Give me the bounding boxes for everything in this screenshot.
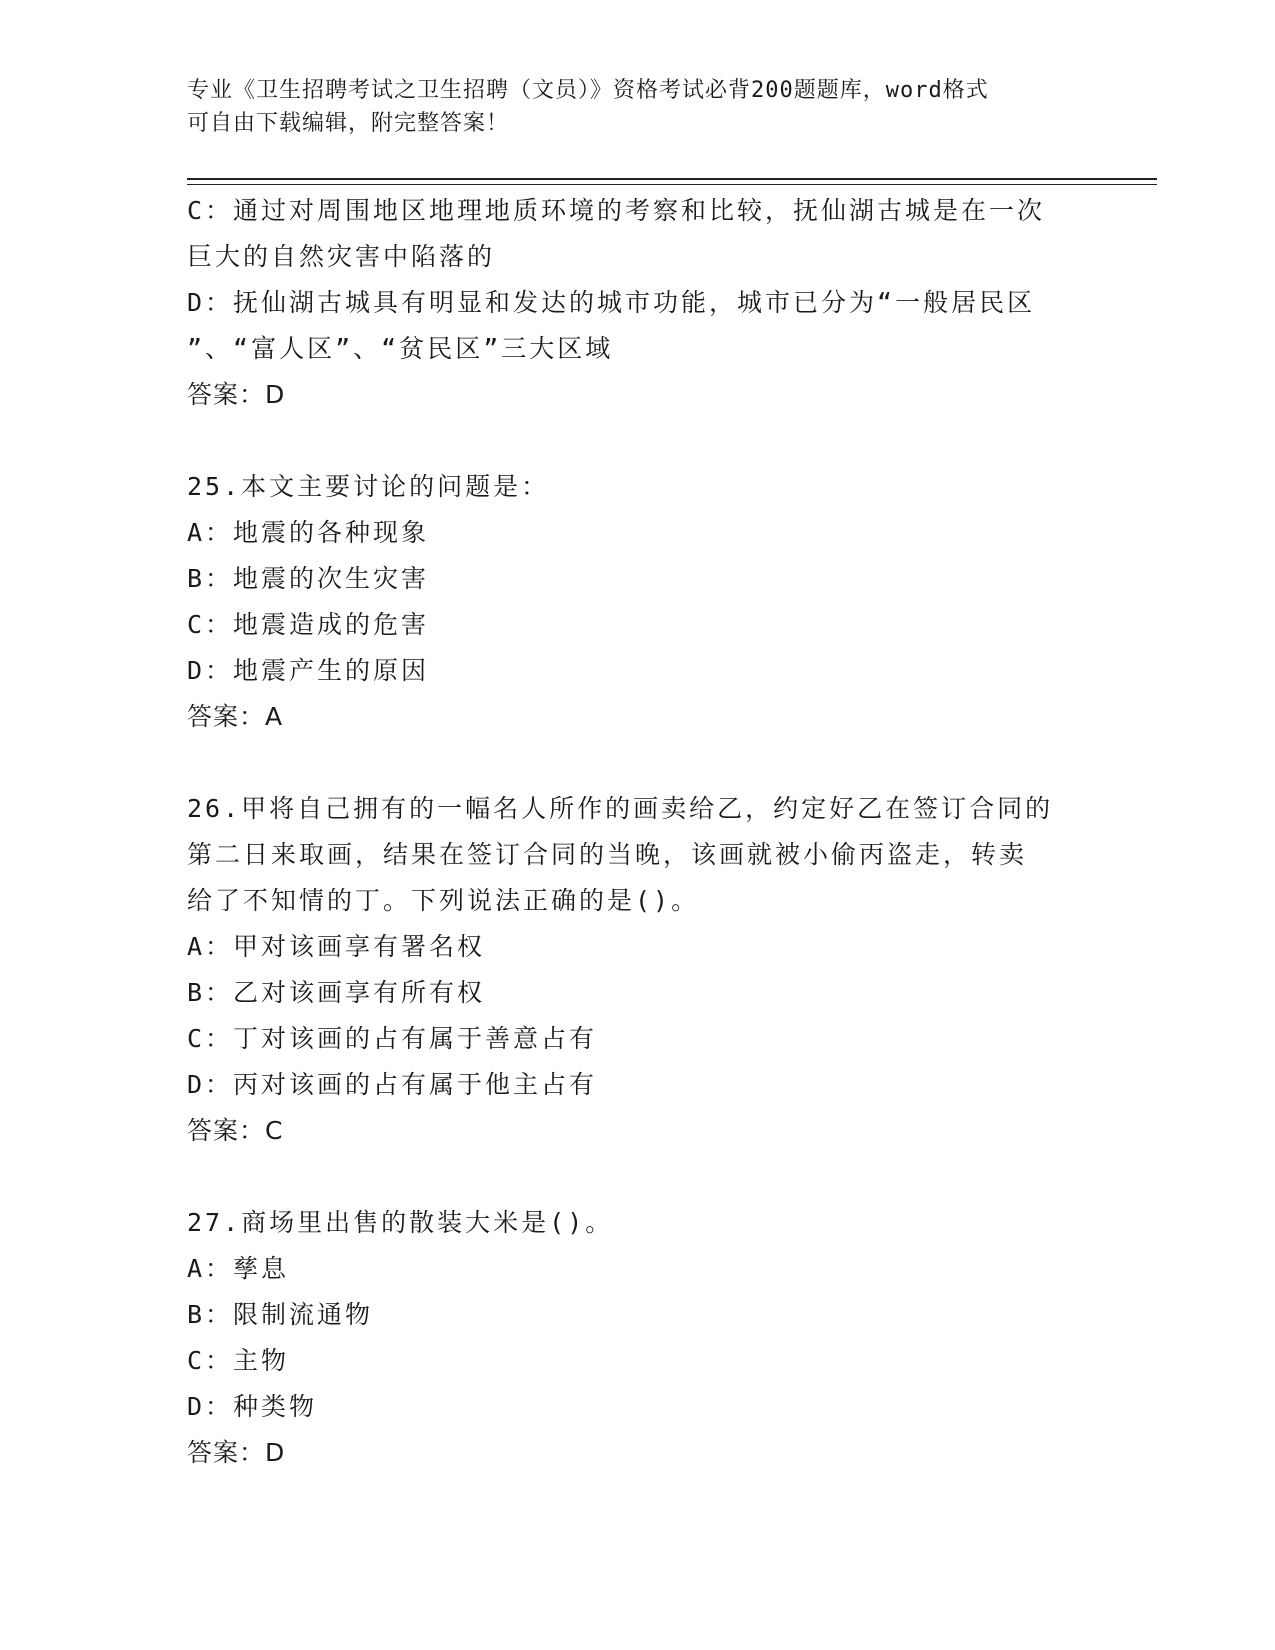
spacer xyxy=(187,418,1087,464)
header-divider-thin xyxy=(187,184,1157,185)
option-b: B：限制流通物 xyxy=(187,1300,374,1329)
question-27 xyxy=(187,1200,1087,1476)
option-d: D：丙对该画的占有属于他主占有 xyxy=(187,1070,598,1099)
option-d: D：地震产生的原因 xyxy=(187,656,430,685)
spacer xyxy=(187,740,1087,786)
option-b: B：乙对该画享有所有权 xyxy=(187,978,486,1007)
option-d-line-1: D：抚仙湖古城具有明显和发达的城市功能，城市已分为“一般居民区 xyxy=(187,288,1036,317)
question-24-continued xyxy=(187,188,1087,418)
answer-line: 答案：D xyxy=(187,1438,286,1467)
option-c-line-2: 巨大的自然灾害中陷落的 xyxy=(187,242,496,271)
question-stem: 25.本文主要讨论的问题是： xyxy=(187,472,550,501)
spacer xyxy=(187,1154,1087,1200)
question-stem: 27.商场里出售的散装大米是()。 xyxy=(187,1208,614,1237)
answer-line: 答案：A xyxy=(187,702,284,731)
header-divider-thick xyxy=(187,178,1157,180)
question-stem-line-2: 第二日来取画，结果在签订合同的当晚，该画就被小偷丙盗走，转卖 xyxy=(187,840,1028,869)
option-b: B：地震的次生灾害 xyxy=(187,564,430,593)
question-stem-line-1: 26.甲将自己拥有的一幅名人所作的画卖给乙，约定好乙在签订合同的 xyxy=(187,794,1054,823)
option-a: A：孳息 xyxy=(187,1254,290,1283)
answer-line: 答案：D xyxy=(187,380,286,409)
header-line-2: 可自由下载编辑，附完整答案！ xyxy=(187,111,510,136)
option-d-line-2: ”、“富人区”、“贫民区”三大区域 xyxy=(187,334,614,363)
option-d: D：种类物 xyxy=(187,1392,318,1421)
option-c: C：丁对该画的占有属于善意占有 xyxy=(187,1024,598,1053)
question-content xyxy=(187,188,1087,1476)
option-c: C：主物 xyxy=(187,1346,290,1375)
question-25 xyxy=(187,464,1087,740)
question-stem-line-3: 给了不知情的丁。下列说法正确的是()。 xyxy=(187,886,700,915)
option-c-line-1: C：通过对周围地区地理地质环境的考察和比较，抚仙湖古城是在一次 xyxy=(187,196,1046,225)
option-a: A：地震的各种现象 xyxy=(187,518,430,547)
header-line-1: 专业《卫生招聘考试之卫生招聘（文员）》资格考试必背200题题库，word格式 xyxy=(187,78,989,103)
option-c: C：地震造成的危害 xyxy=(187,610,430,639)
option-a: A：甲对该画享有署名权 xyxy=(187,932,486,961)
question-26 xyxy=(187,786,1087,1154)
answer-line: 答案：C xyxy=(187,1116,284,1145)
document-header xyxy=(187,74,1067,140)
